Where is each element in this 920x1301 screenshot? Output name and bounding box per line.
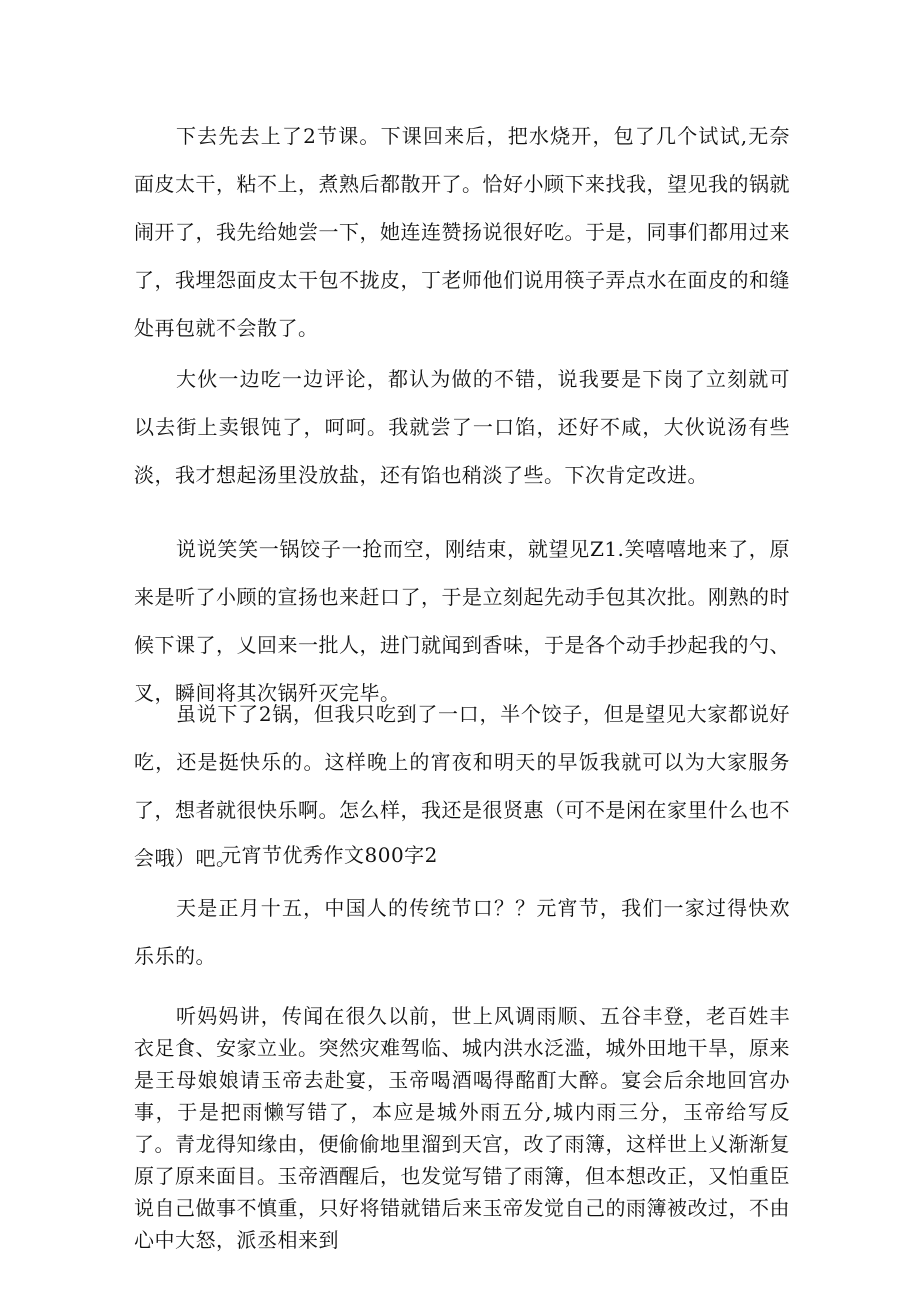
body-paragraph-6: 听妈妈讲，传闻在很久以前，世上风调雨顺、五谷丰登，老百姓丰衣足食、安家立业。突然灾难驾临、城内洪水泛滥，城外田地干旱，原来是王母娘娘请玉帝去赴宴，玉帝喝酒喝得酩酊大醉。宴会后余地回宫办事，于是把雨懒写错了，本应是城外雨五分,城内雨三分，玉帝给写反了。青龙得知缘由，便偷偷地里溜到天宫，改了雨簿，这样世上乂渐渐复原了原来面目。玉帝酒醒后，也发觉写错了雨簿，但本想改正，又怕重臣说自己做事不慎重，只好将错就错后来玉帝发觉自己的雨簿被改过，不由心中大怒，派丞相来到 [134,1004,790,1252]
body-paragraph-4: 虽说下了2锅，但我只吃到了一口，半个饺子，但是望见大家都说好吃，还是挺快乐的。这样晚上的宵夜和明天的早饭我就可以为大家服务了，想者就很快乐啊。怎么样，我还是很贤惠（可不是闲在家里什么也不会哦）吧。 [134,702,790,870]
body-paragraph-5: 天是正月十五，中国人的传统节口？？元宵节，我们一家过得快欢乐乐的。 [134,896,790,968]
body-paragraph-2: 大伙一边吃一边评论，都认为做的不错，说我要是下岗了立刻就可以去街上卖银饨了，呵呵。我就尝了一口馅，还好不咸，大伙说汤有些淡，我才想起汤里没放盐，还有馅也稍淡了些。下次肯定改进。 [134,367,790,487]
body-paragraph-3: 说说笑笑一锅饺子一抢而空，刚结束，就望见Z1.笑嘻嘻地来了，原来是听了小顾的宣扬也来赶口了，于是立刻起先动手包其次批。刚熟的时候下课了，乂回来一批人，进门就闻到香味，于是各个动手抄起我的勺、叉，瞬间将其次锅歼灭完毕。 [134,537,790,705]
body-paragraph-1: 下去先去上了2节课。下课回来后，把水烧开，包了几个试试,无奈面皮太干，粘不上，煮熟后都散开了。恰好小顾下来找我，望见我的锅就闹开了，我先给她尝一下，她连连赞扬说很好吃。于是，同事们都用过来了，我埋怨面皮太干包不拢皮，丁老师他们说用筷子弄点水在面皮的和缝处再包就不会散了。 [134,124,790,340]
section-heading: 元宵节优秀作文800字2 [221,843,438,867]
